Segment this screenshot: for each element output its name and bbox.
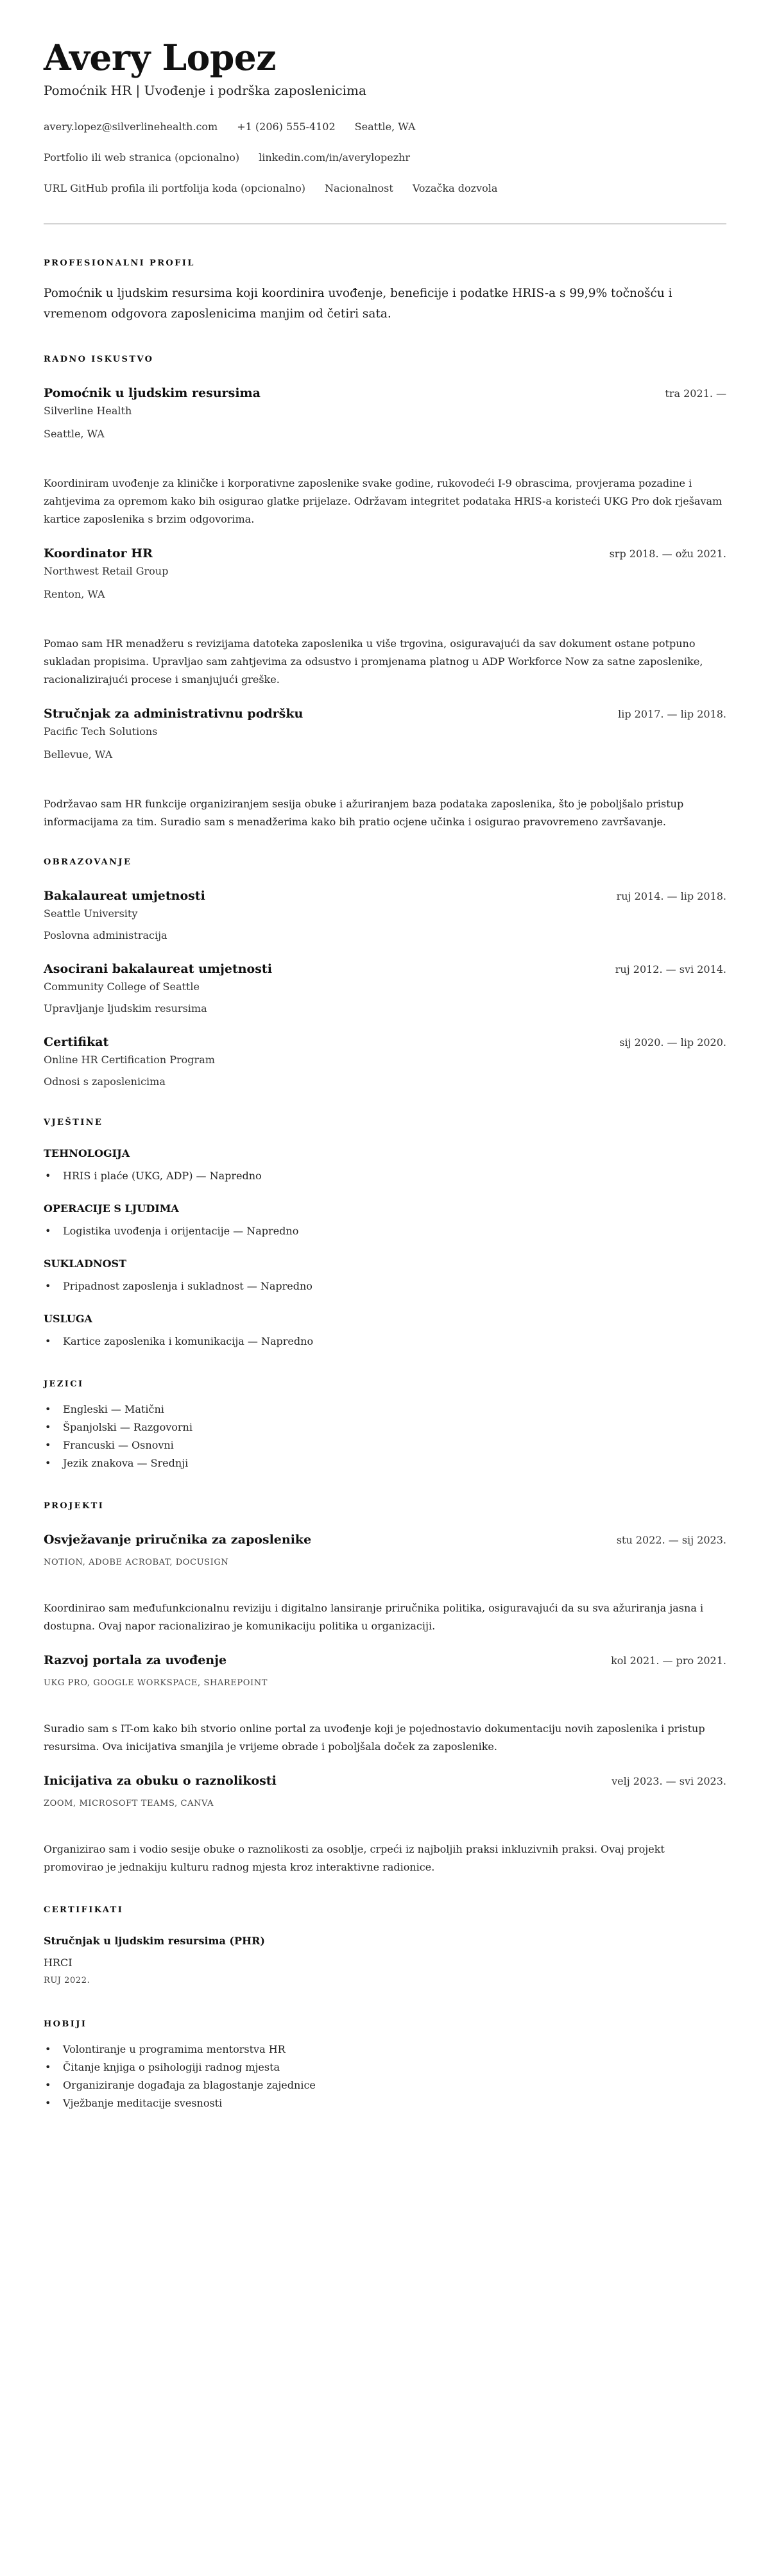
contact-location: Seattle, WA	[354, 121, 416, 133]
skill-list	[44, 1277, 726, 1295]
hobby-item: • Vježbanje meditacije svesnosti	[44, 2094, 726, 2112]
section-title-projects: PROJEKTI	[44, 1501, 105, 1511]
candidate-name: Avery Lopez	[44, 37, 277, 78]
job-company: Silverline Health	[44, 405, 132, 417]
experience-entry	[44, 545, 726, 689]
project-tech-stack: NOTION, ADOBE ACROBAT, DOCUSIGN	[44, 1558, 229, 1567]
contact-phone[interactable]: +1 (206) 555-4102	[237, 121, 336, 133]
job-description: Podržavao sam HR funkcije organiziranjem sesija obuke i ažuriranjem baza podataka zaposlenika, što je poboljšalo pristup informacijama za tim. Suradio sam s menadžerima kako bih pratio ocjene učinka i osigurao pravovremeno završavanje.	[44, 798, 684, 828]
contact-drivers-license: Vozačka dozvola	[412, 182, 498, 194]
section-title-certificates: CERTIFIKATI	[44, 1905, 124, 1915]
language-item: • Španjolski — Razgovorni	[44, 1418, 726, 1436]
contact-row-1	[44, 119, 726, 135]
project-tech-stack: ZOOM, MICROSOFT TEAMS, CANVA	[44, 1799, 214, 1808]
project-entry	[44, 1531, 726, 1635]
job-company: Pacific Tech Solutions	[44, 725, 158, 737]
section-title-education: OBRAZOVANJE	[44, 857, 132, 867]
section-title-hobbies: HOBIJI	[44, 2019, 87, 2029]
certificate-name: Stručnjak u ljudskim resursima (PHR)	[44, 1935, 265, 1947]
hobbies-section	[44, 2019, 726, 2112]
school-name: Community College of Seattle	[44, 981, 200, 993]
project-entry	[44, 1772, 726, 1876]
project-tech-stack: UKG PRO, GOOGLE WORKSPACE, SHAREPOINT	[44, 1678, 268, 1688]
school-name: Seattle University	[44, 907, 138, 920]
bullet-icon: •	[45, 1439, 51, 1451]
job-dates: srp 2018. — ožu 2021.	[609, 548, 726, 560]
hobby-item: • Čitanje knjiga o psihologiji radnog mjesta	[44, 2058, 726, 2076]
hobby-list	[44, 2041, 726, 2112]
skill-group-title: SUKLADNOST	[44, 1258, 126, 1270]
job-location: Bellevue, WA	[44, 748, 113, 761]
section-title-skills: VJEŠTINE	[44, 1118, 103, 1127]
bullet-icon: •	[45, 1225, 51, 1237]
experience-entry	[44, 385, 726, 528]
job-location: Renton, WA	[44, 588, 105, 600]
contact-github[interactable]: URL GitHub profila ili portfolija koda (opcionalno)	[44, 182, 306, 194]
education-entry	[44, 1034, 726, 1089]
project-entry	[44, 1652, 726, 1756]
project-name: Razvoj portala za uvođenje	[44, 1653, 227, 1667]
skill-item: • Kartice zaposlenika i komunikacija — Napredno	[44, 1333, 726, 1351]
contact-row-3	[44, 181, 726, 196]
project-name: Inicijativa za obuku o raznolikosti	[44, 1774, 277, 1788]
certificates-section	[44, 1905, 726, 1987]
contact-portfolio[interactable]: Portfolio ili web stranica (opcionalno)	[44, 151, 240, 164]
education-section	[44, 857, 726, 1089]
skill-group-title: USLUGA	[44, 1313, 92, 1325]
languages-section	[44, 1379, 726, 1472]
job-dates: lip 2017. — lip 2018.	[618, 708, 726, 720]
contact-nationality: Nacionalnost	[325, 182, 393, 194]
job-description: Pomao sam HR menadžeru s revizijama datoteka zaposlenika u više trgovina, osiguravajući da sav dokument ostane potpuno sukladan propisima. Upravljao sam zahtjevima za odsustvo i promjenama platnog u ADP Workforce Now za satne zaposlenike, racionalizirajući procese i smanjujući greške.	[44, 637, 703, 686]
language-item: • Engleski — Matični	[44, 1401, 726, 1418]
bullet-icon: •	[45, 2097, 51, 2109]
section-title-languages: JEZICI	[44, 1379, 84, 1389]
project-dates: stu 2022. — sij 2023.	[616, 1534, 726, 1546]
bullet-icon: •	[45, 2061, 51, 2073]
bullet-icon: •	[45, 1280, 51, 1292]
job-dates: tra 2021. —	[665, 387, 726, 400]
certificate-issuer: HRCI	[44, 1957, 73, 1969]
language-list	[44, 1401, 726, 1472]
education-dates: ruj 2014. — lip 2018.	[616, 890, 726, 902]
skill-group-title: TEHNOLOGIJA	[44, 1147, 130, 1159]
field-of-study: Upravljanje ljudskim resursima	[44, 1002, 207, 1014]
education-entry	[44, 961, 726, 1016]
language-item: • Jezik znakova — Srednji	[44, 1454, 726, 1472]
job-title: Pomoćnik u ljudskim resursima	[44, 386, 261, 400]
certificate-entry	[44, 1934, 726, 1987]
projects-section	[44, 1501, 726, 1876]
profile-section	[44, 258, 726, 324]
project-name: Osvježavanje priručnika za zaposlenike	[44, 1533, 312, 1547]
contact-row-2	[44, 150, 726, 165]
degree-title: Asocirani bakalaureat umjetnosti	[44, 962, 272, 976]
job-location: Seattle, WA	[44, 428, 105, 440]
skill-item: • Pripadnost zaposlenja i sukladnost — Napredno	[44, 1277, 726, 1295]
hobby-item: • Organiziranje događaja za blagostanje zajednice	[44, 2076, 726, 2094]
section-title-profile: PROFESIONALNI PROFIL	[44, 258, 195, 268]
project-dates: kol 2021. — pro 2021.	[611, 1654, 726, 1667]
bullet-icon: •	[45, 1403, 51, 1415]
skill-item: • Logistika uvođenja i orijentacije — Napredno	[44, 1222, 726, 1240]
bullet-icon: •	[45, 1457, 51, 1469]
bullet-icon: •	[45, 1170, 51, 1182]
project-description: Koordinirao sam međufunkcionalnu reviziju i digitalno lansiranje priručnika politika, osiguravajući da su sva ažuriranja jasna i dostupna. Ovaj napor racionalizirao je komunikaciju politika u organizaciji.	[44, 1602, 704, 1632]
education-entry	[44, 888, 726, 943]
education-dates: sij 2020. — lip 2020.	[619, 1036, 726, 1048]
education-dates: ruj 2012. — svi 2014.	[615, 963, 726, 975]
experience-section	[44, 354, 726, 831]
contact-email[interactable]: avery.lopez@silverlinehealth.com	[44, 121, 218, 133]
section-title-experience: RADNO ISKUSTVO	[44, 355, 154, 364]
job-description: Koordiniram uvođenje za kliničke i korporativne zaposlenike svake godine, rukovodeći I-9 obrascima, provjerama pozadine i zahtjevima za opremom kako bih osigurao glatke prijelaze. Održavam integritet podataka HRIS-a koristeći UKG Pro dok rješavam kartice zaposlenika s brzim odgovorima.	[44, 477, 723, 525]
header-divider	[44, 223, 726, 224]
bullet-icon: •	[45, 2043, 51, 2055]
project-dates: velj 2023. — svi 2023.	[612, 1775, 726, 1787]
job-title: Koordinator HR	[44, 546, 153, 560]
skill-group-title: OPERACIJE S LJUDIMA	[44, 1202, 179, 1215]
bullet-icon: •	[45, 2079, 51, 2091]
language-item: • Francuski — Osnovni	[44, 1436, 726, 1454]
bullet-icon: •	[45, 1335, 51, 1347]
project-description: Suradio sam s IT-om kako bih stvorio online portal za uvođenje koji je pojednostavio dokumentaciju novih zaposlenika i pristup resursima. Ova inicijativa smanjila je vrijeme obrade i poboljšala doček za zaposlenike.	[44, 1722, 705, 1753]
school-name: Online HR Certification Program	[44, 1054, 215, 1066]
skill-list	[44, 1167, 726, 1185]
project-description: Organizirao sam i vodio sesije obuke o raznolikosti za osoblje, crpeći iz najboljih praksi inkluzivnih praksi. Ovaj projekt promovirao je jednakiju kulturu radnog mjesta kroz interaktivne radionice.	[44, 1843, 665, 1873]
skill-list	[44, 1333, 726, 1351]
resume-header	[44, 37, 726, 196]
bullet-icon: •	[45, 1421, 51, 1433]
skill-item: • HRIS i plaće (UKG, ADP) — Napredno	[44, 1167, 726, 1185]
skills-section	[44, 1117, 726, 1351]
hobby-item: • Volontiranje u programima mentorstva HR	[44, 2041, 726, 2058]
degree-title: Bakalaureat umjetnosti	[44, 889, 205, 903]
field-of-study: Odnosi s zaposlenicima	[44, 1075, 166, 1088]
field-of-study: Poslovna administracija	[44, 929, 167, 941]
certificate-date: RUJ 2022.	[44, 1976, 90, 1985]
skill-list	[44, 1222, 726, 1240]
profile-summary: Pomoćnik u ljudskim resursima koji koordinira uvođenje, beneficije i podatke HRIS-a s 99,9% točnošću i vremenom odgovora zaposlenicima manjim od četiri sata.	[44, 287, 672, 321]
job-company: Northwest Retail Group	[44, 565, 169, 577]
candidate-headline: Pomoćnik HR | Uvođenje i podrška zaposlenicima	[44, 83, 366, 98]
degree-title: Certifikat	[44, 1035, 109, 1049]
experience-entry	[44, 705, 726, 831]
job-title: Stručnjak za administrativnu podršku	[44, 707, 304, 721]
contact-linkedin[interactable]: linkedin.com/in/averylopezhr	[259, 151, 411, 164]
